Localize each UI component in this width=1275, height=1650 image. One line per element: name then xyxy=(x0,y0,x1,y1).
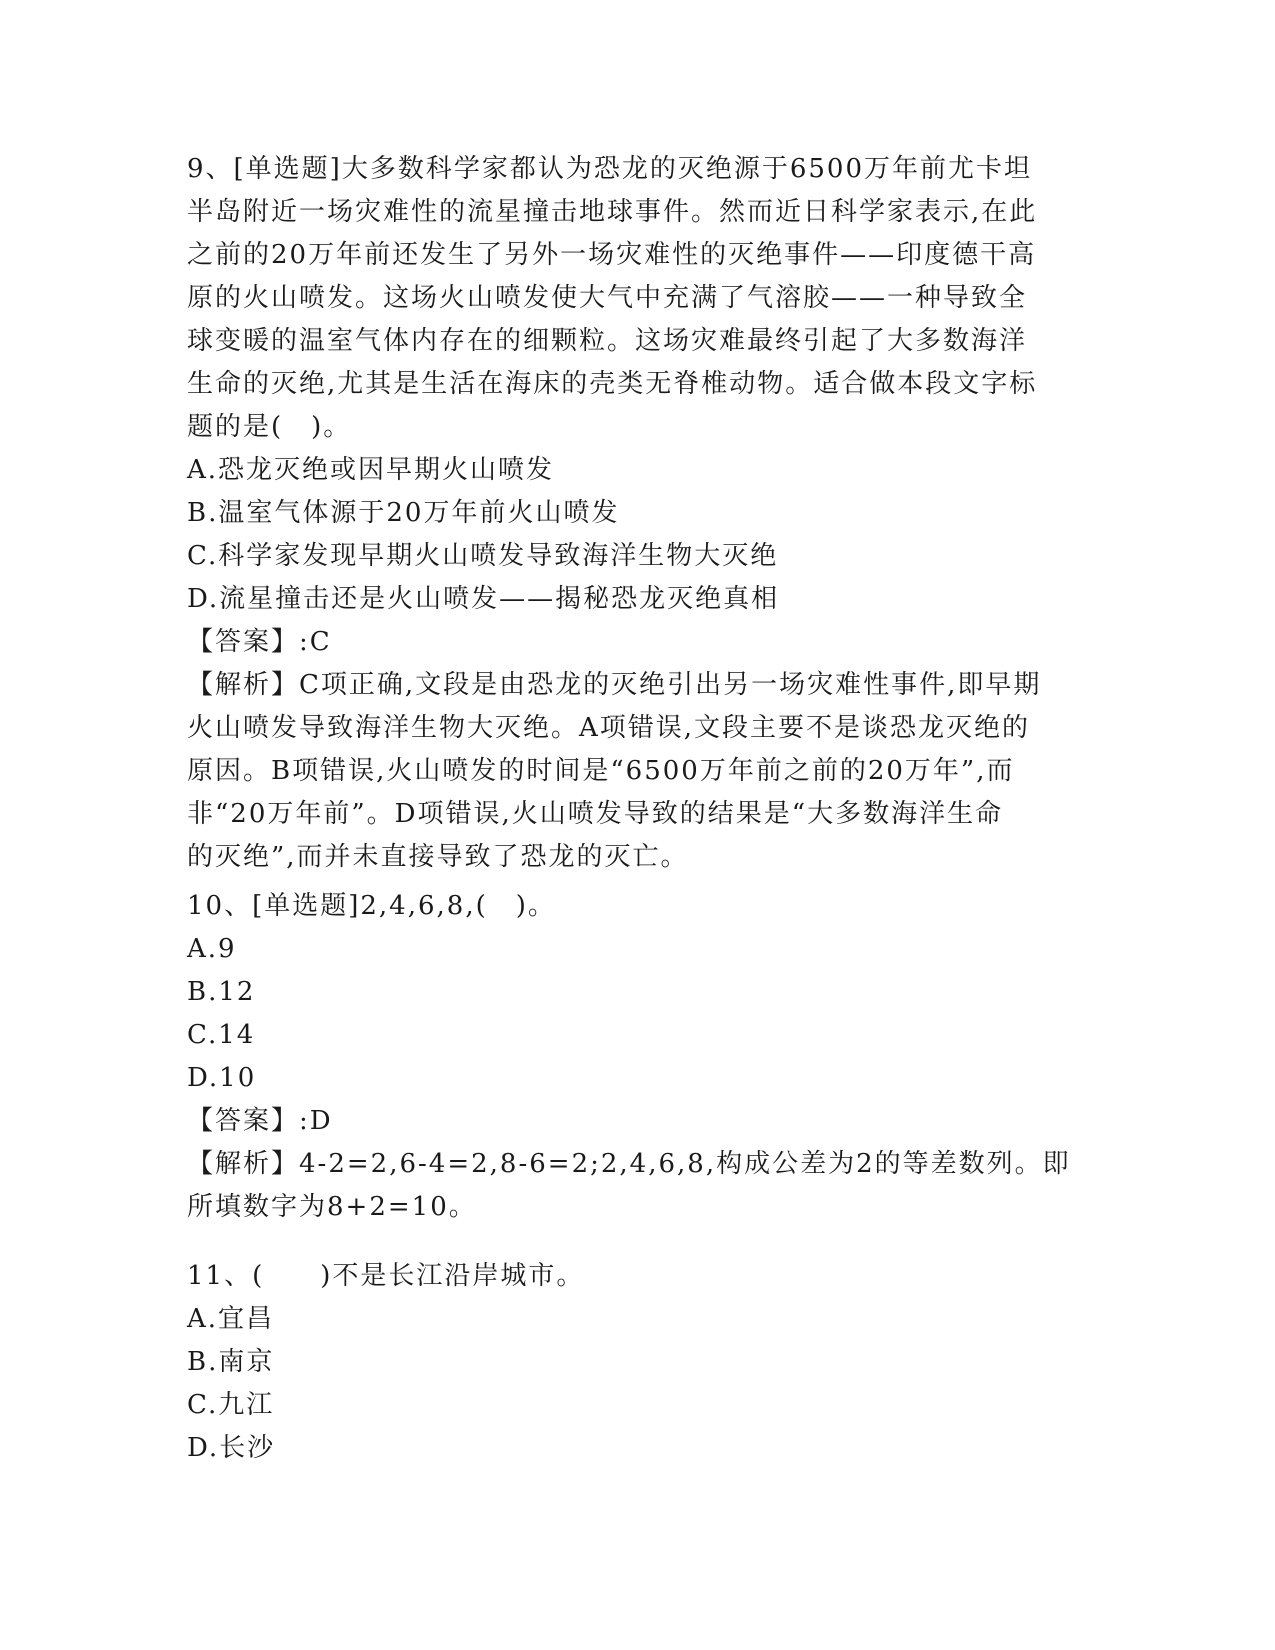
option-b: B.12 xyxy=(187,977,256,1007)
option-b: B.温室气体源于20万年前火山喷发 xyxy=(187,498,620,528)
option-c: C.科学家发现早期火山喷发导致海洋生物大灭绝 xyxy=(187,541,779,571)
option-d: D.10 xyxy=(187,1063,257,1093)
question-stem-line: 9、[单选题]大多数科学家都认为恐龙的灭绝源于6500万年前尤卡坦 xyxy=(187,154,1032,184)
question-11 xyxy=(187,1255,1087,1470)
option-d: D.流星撞击还是火山喷发——揭秘恐龙灭绝真相 xyxy=(187,584,780,614)
question-stem-line: 题的是( )。 xyxy=(187,412,352,442)
analysis-line: 非“20万年前”。D项错误,火山喷发导致的结果是“大多数海洋生命 xyxy=(187,799,1004,829)
question-stem-line: 生命的灭绝,尤其是生活在海床的壳类无脊椎动物。适合做本段文字标 xyxy=(187,369,1038,399)
analysis-line: 所填数字为8+2=10。 xyxy=(187,1192,477,1222)
analysis-line: 原因。B项错误,火山喷发的时间是“6500万年前之前的20万年”,而 xyxy=(187,756,1015,786)
question-stem-line: 原的火山喷发。这场火山喷发使大气中充满了气溶胶——一种导致全 xyxy=(187,283,1028,313)
answer-line: 【答案】:C xyxy=(187,627,332,657)
question-stem-line: 11、( )不是长江沿岸城市。 xyxy=(187,1261,585,1291)
analysis-line: 【解析】4-2=2,6-4=2,8-6=2;2,4,6,8,构成公差为2的等差数列。即 xyxy=(187,1149,1071,1179)
question-stem-line: 之前的20万年前还发生了另外一场灾难性的灭绝事件——印度德干高 xyxy=(187,240,1037,270)
answer-line: 【答案】:D xyxy=(187,1106,333,1136)
analysis-line: 的灭绝”,而并未直接导致了恐龙的灭亡。 xyxy=(187,842,689,872)
option-c: C.14 xyxy=(187,1020,256,1050)
question-stem-line: 10、[单选题]2,4,6,8,( )。 xyxy=(187,891,556,921)
option-c: C.九江 xyxy=(187,1390,275,1420)
analysis-line: 【解析】C项正确,文段是由恐龙的灭绝引出另一场灾难性事件,即早期 xyxy=(187,670,1042,700)
analysis-line: 火山喷发导致海洋生物大灭绝。A项错误,文段主要不是谈恐龙灭绝的 xyxy=(187,713,1031,743)
question-stem-line: 半岛附近一场灾难性的流星撞击地球事件。然而近日科学家表示,在此 xyxy=(187,197,1038,227)
question-9 xyxy=(187,148,1087,879)
option-a: A.9 xyxy=(187,934,237,964)
option-d: D.长沙 xyxy=(187,1433,276,1463)
question-stem-line: 球变暖的温室气体内存在的细颗粒。这场灾难最终引起了大多数海洋 xyxy=(187,326,1028,356)
option-b: B.南京 xyxy=(187,1347,275,1377)
question-10 xyxy=(187,885,1087,1229)
option-a: A.宜昌 xyxy=(187,1304,275,1334)
option-a: A.恐龙灭绝或因早期火山喷发 xyxy=(187,455,555,485)
